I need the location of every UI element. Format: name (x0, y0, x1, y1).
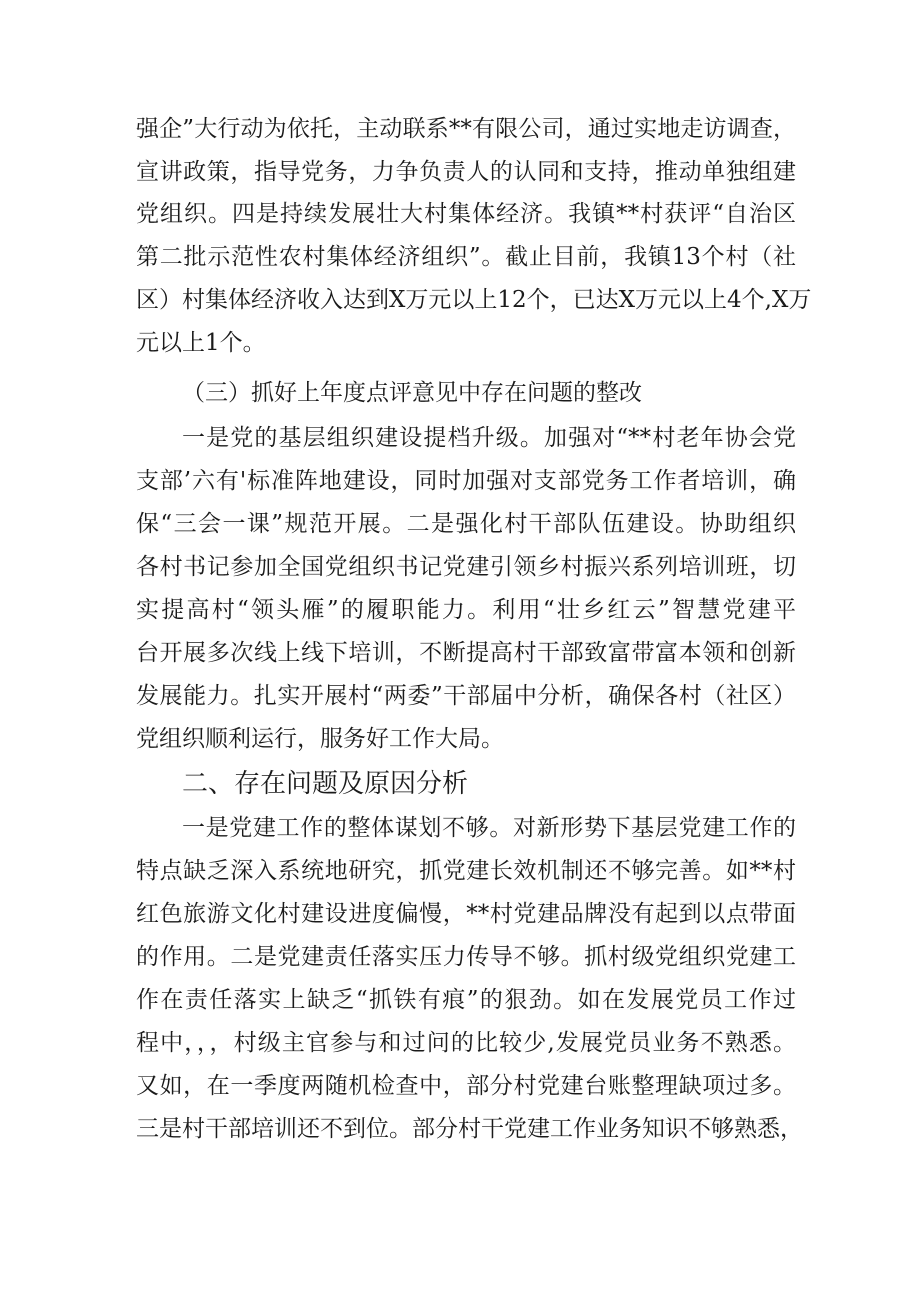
paragraph-line: 作在责任落实上缺乏“抓铁有痕”的狠劲。如在发展党员工作过 (136, 987, 796, 1013)
paragraph-line: 党组织。四是持续发展壮大村集体经济。我镇**村获评“自治区 (136, 201, 796, 227)
paragraph-line: 特点缺乏深入系统地研究，抓党建长效机制还不够完善。如**村 (136, 858, 796, 884)
paragraph-line: 程中，，，村级主官参与和过问的比较少,发展党员业务不熟悉。 (136, 1030, 796, 1056)
paragraph-line: 第二批示范性农村集体经济组织”。截止目前，我镇13个村（社 (136, 244, 796, 270)
paragraph-line: 宣讲政策，指导党务，力争负责人的认同和支持，推动单独组建 (136, 159, 796, 185)
section-subheading: （三）抓好上年度点评意见中存在问题的整改 (182, 380, 642, 406)
paragraph-line: 的作用。二是党建责任落实压力传导不够。抓村级党组织党建工 (136, 944, 796, 970)
paragraph-line: 党组织顺利运行，服务好工作大局。 (136, 726, 504, 752)
paragraph-line: 各村书记参加全国党组织书记党建引领乡村振兴系列培训班，切 (136, 554, 796, 580)
paragraph-line: 实提高村“领头雁”的履职能力。利用“壮乡红云”智慧党建平 (136, 597, 796, 623)
paragraph-line: 又如，在一季度两随机检查中，部分村党建台账整理缺项过多。 (136, 1073, 796, 1099)
paragraph-line: 三是村干部培训还不到位。部分村干党建工作业务知识不够熟悉， (136, 1116, 803, 1142)
paragraph-line: 一是党的基层组织建设提档升级。加强对“**村老年协会党 (182, 425, 796, 451)
paragraph-line: 台开展多次线上线下培训，不断提高村干部致富带富本领和创新 (136, 640, 796, 666)
paragraph-line: 一是党建工作的整体谋划不够。对新形势下基层党建工作的 (182, 815, 796, 841)
paragraph-line: 红色旅游文化村建设进度偏慢，**村党建品牌没有起到以点带面 (136, 901, 796, 927)
paragraph-line: 保“三会一课”规范开展。二是强化村干部队伍建设。协助组织 (136, 511, 796, 537)
paragraph-line: 强企”大行动为依托，主动联系**有限公司，通过实地走访调查， (136, 116, 796, 142)
paragraph-line: 元以上1个。 (136, 330, 266, 356)
paragraph-line: 支部’六有'标准阵地建设，同时加强对支部党务工作者培训，确 (136, 468, 796, 494)
paragraph-line: 区）村集体经济收入达到X万元以上12个，已达X万元以上4个,X万 (136, 287, 812, 313)
paragraph-line: 发展能力。扎实开展村“两委”干部届中分析，确保各村（社区） (136, 683, 796, 709)
section-heading: 二、存在问题及原因分析 (182, 769, 469, 799)
